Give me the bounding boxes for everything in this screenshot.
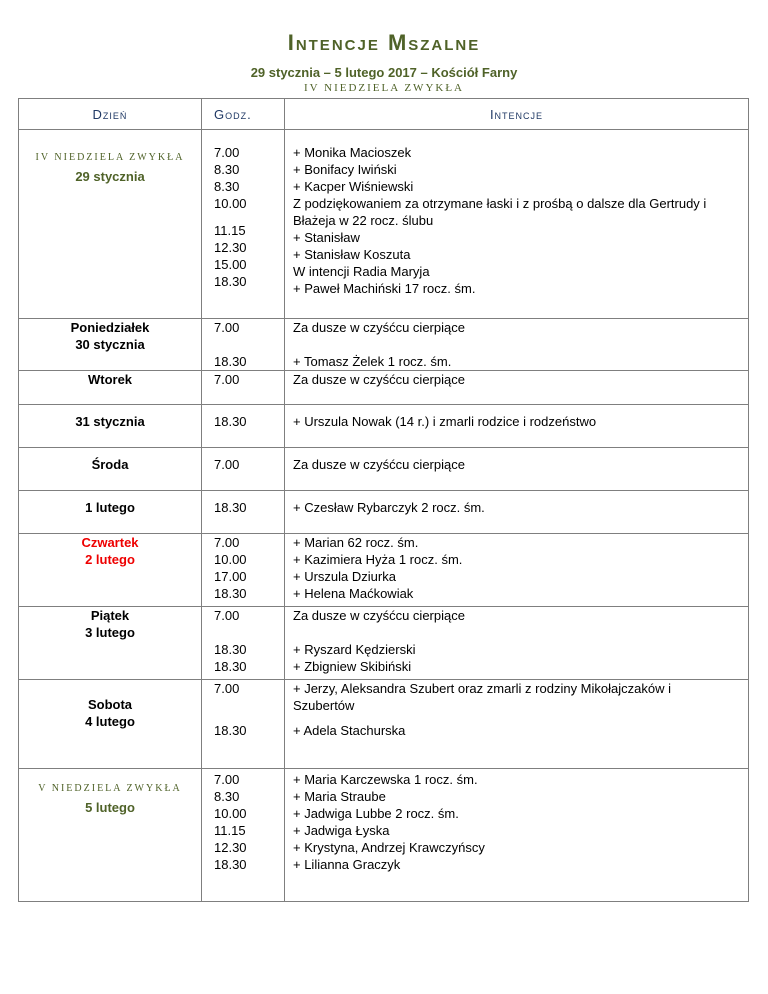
intent-text: + Urszula Dziurka (293, 569, 396, 584)
mass-time: 18.30 (214, 857, 247, 872)
intent-text: + Tomasz Żelek 1 rocz. śm. (293, 354, 452, 369)
time-cell (202, 448, 285, 491)
mass-time: 7.00 (214, 457, 240, 472)
day-name: Czwartek (81, 535, 139, 550)
day-cell (19, 680, 202, 769)
mass-time: 7.00 (214, 372, 240, 387)
time-cell (202, 405, 285, 448)
intentions-table (18, 98, 749, 902)
intent-text: Za dusze w czyśćcu cierpiące (293, 372, 465, 387)
intent-cell (285, 405, 749, 448)
intent-text: + Paweł Machiński 17 rocz. śm. (293, 281, 476, 296)
intent-text: + Kazimiera Hyża 1 rocz. śm. (293, 552, 463, 567)
intent-text: + Czesław Rybarczyk 2 rocz. śm. (293, 500, 485, 515)
day-date: 29 stycznia (75, 169, 145, 184)
day-cell (19, 371, 202, 405)
time-cell (202, 534, 285, 607)
day-date: 31 stycznia (75, 414, 145, 429)
time-cell (202, 371, 285, 405)
spacer (214, 714, 284, 722)
day-name: Poniedziałek (70, 320, 150, 335)
intent-text: Za dusze w czyśćcu cierpiące (293, 457, 465, 472)
intent-text: + Jadwiga Lubbe 2 rocz. śm. (293, 806, 459, 821)
mass-time: 18.30 (214, 354, 247, 369)
mass-time: 11.15 (214, 823, 246, 838)
mass-time: 18.30 (214, 659, 247, 674)
mass-time: 7.00 (214, 320, 240, 335)
mass-time: 10.00 (214, 806, 247, 821)
mass-time: 18.30 (214, 500, 247, 515)
mass-time: 17.00 (214, 569, 247, 584)
day-cell (19, 491, 202, 534)
intent-text: + Maria Karczewska 1 rocz. śm. (293, 772, 478, 787)
day-date: 4 lutego (85, 714, 135, 729)
table-row (19, 607, 749, 680)
mass-time: 7.00 (214, 535, 240, 550)
mass-time: 7.00 (214, 681, 240, 696)
day-name: Piątek (90, 608, 130, 623)
spacer (293, 336, 736, 353)
table-header-row (19, 99, 749, 130)
sunday-label: IV NIEDZIELA ZWYKŁA (35, 152, 185, 163)
table-row (19, 319, 749, 371)
table-row (19, 448, 749, 491)
mass-time: 7.00 (214, 608, 240, 623)
day-name: Środa (91, 457, 129, 472)
intent-text: + Lilianna Graczyk (293, 857, 401, 872)
mass-time: 11.15 (214, 223, 246, 238)
intent-text: Za dusze w czyśćcu cierpiące (293, 320, 465, 335)
table-row (19, 405, 749, 448)
day-cell (19, 534, 202, 607)
day-cell (19, 319, 202, 371)
intent-text: + Zbigniew Skibiński (293, 659, 412, 674)
intent-cell (285, 769, 749, 902)
intent-text: + Helena Maćkowiak (293, 586, 414, 601)
time-cell (202, 130, 285, 319)
intent-cell (285, 130, 749, 319)
intent-text: + Kacper Wiśniewski (293, 179, 414, 194)
mass-time: 12.30 (214, 840, 247, 855)
intent-cell (285, 371, 749, 405)
intent-text: + Jadwiga Łyska (293, 823, 390, 838)
table-row (19, 371, 749, 405)
day-cell (19, 769, 202, 902)
mass-time: 10.00 (214, 552, 247, 567)
time-cell (202, 491, 285, 534)
table-row (19, 534, 749, 607)
day-date: 5 lutego (85, 800, 135, 815)
time-cell (202, 680, 285, 769)
column-header-day: Dzień (19, 99, 202, 130)
intent-text: + Adela Stachurska (293, 723, 406, 738)
time-cell (202, 319, 285, 371)
day-date: 30 stycznia (75, 337, 145, 352)
intent-text: Błażeja w 22 rocz. ślubu (293, 213, 434, 228)
spacer (214, 336, 284, 353)
day-cell (19, 607, 202, 680)
mass-time: 18.30 (214, 586, 247, 601)
mass-time: 8.30 (214, 789, 240, 804)
sunday-heading: IV NIEDZIELA ZWYKŁA (304, 82, 464, 94)
table-row (19, 680, 749, 769)
day-name: Wtorek (87, 372, 133, 387)
intent-text: W intencji Radia Maryja (293, 264, 430, 279)
time-cell (202, 607, 285, 680)
mass-time: 10.00 (214, 196, 247, 211)
sunday-label: V NIEDZIELA ZWYKŁA (38, 783, 182, 794)
intent-cell (285, 680, 749, 769)
column-header-time: Godz. (202, 99, 285, 130)
day-name: Sobota (87, 697, 133, 712)
intent-text: + Stanisław Koszuta (293, 247, 411, 262)
spacer (214, 624, 284, 641)
spacer (214, 697, 284, 714)
intent-text: + Urszula Nowak (14 r.) i zmarli rodzice i rodzeństwo (293, 414, 597, 429)
time-cell (202, 769, 285, 902)
mass-time: 8.30 (214, 179, 240, 194)
intent-text: + Bonifacy Iwiński (293, 162, 397, 177)
mass-time: 7.00 (214, 145, 240, 160)
mass-time: 12.30 (214, 240, 247, 255)
mass-time: 18.30 (214, 274, 247, 289)
table-row (19, 130, 749, 319)
table-row (19, 769, 749, 902)
day-date: 2 lutego (85, 552, 135, 567)
day-cell (19, 130, 202, 319)
intent-text: Z podziękowaniem za otrzymane łaski i z prośbą o dalsze dla Gertrudy i (293, 196, 707, 211)
intent-cell (285, 491, 749, 534)
intent-text: + Ryszard Kędzierski (293, 642, 416, 657)
day-date: 1 lutego (85, 500, 135, 515)
mass-time: 18.30 (214, 414, 247, 429)
spacer (214, 212, 284, 222)
spacer (293, 714, 736, 722)
intent-text: + Marian 62 rocz. śm. (293, 535, 419, 550)
day-date: 3 lutego (85, 625, 135, 640)
intent-cell (285, 607, 749, 680)
mass-time: 7.00 (214, 772, 240, 787)
page-title: Intencje Mszalne (287, 30, 481, 55)
day-cell (19, 405, 202, 448)
intent-text: + Stanisław (293, 230, 360, 245)
intent-text: Za dusze w czyśćcu cierpiące (293, 608, 465, 623)
intent-text: Szubertów (293, 698, 355, 713)
mass-time: 15.00 (214, 257, 247, 272)
intent-cell (285, 319, 749, 371)
date-range-subtitle: 29 stycznia – 5 lutego 2017 – Kościół Farny (250, 65, 518, 80)
intent-cell (285, 534, 749, 607)
mass-time: 8.30 (214, 162, 240, 177)
day-cell (19, 448, 202, 491)
spacer (293, 624, 736, 641)
intent-cell (285, 448, 749, 491)
table-row (19, 491, 749, 534)
mass-time: 18.30 (214, 642, 247, 657)
mass-time: 18.30 (214, 723, 247, 738)
column-header-intentions: Intencje (285, 99, 749, 130)
intent-text: + Monika Macioszek (293, 145, 412, 160)
intent-text: + Jerzy, Aleksandra Szubert oraz zmarli z rodziny Mikołajczaków i (293, 681, 671, 696)
intent-text: + Maria Straube (293, 789, 386, 804)
intent-text: + Krystyna, Andrzej Krawczyńscy (293, 840, 485, 855)
